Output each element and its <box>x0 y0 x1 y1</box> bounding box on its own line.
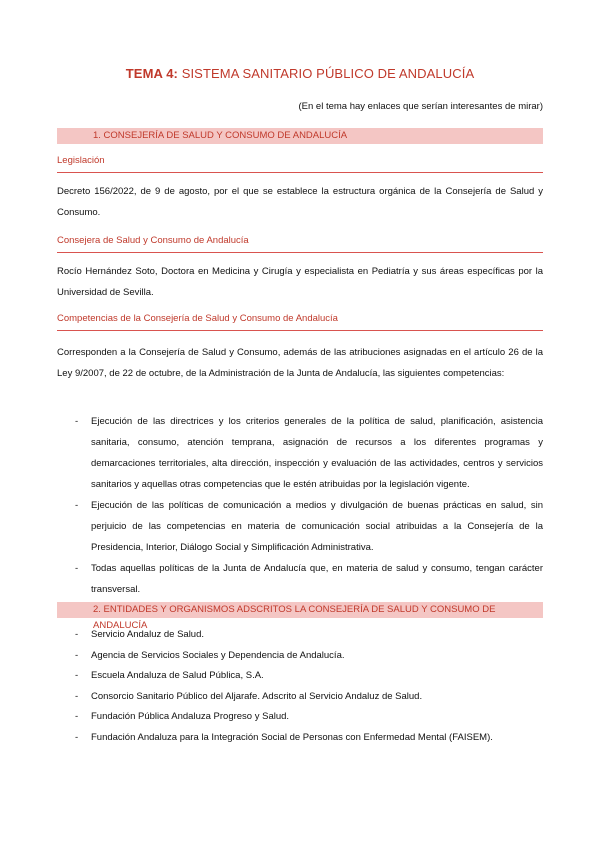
dash-marker: - <box>75 731 79 743</box>
list-item-text: Agencia de Servicios Sociales y Dependencia de Andalucía. <box>91 649 345 661</box>
dash-marker: - <box>75 629 79 640</box>
list-item-text: Escuela Andaluza de Salud Pública, S.A. <box>91 670 264 681</box>
section-1-heading <box>57 128 543 144</box>
competencias-heading: Competencias de la Consejería de Salud y Consumo de Andalucía <box>57 313 543 331</box>
legislacion-heading: Legislación <box>57 155 543 173</box>
dash-marker: - <box>75 416 79 427</box>
dash-marker: - <box>75 690 79 702</box>
competencias-list <box>57 411 543 600</box>
list-item <box>57 558 543 600</box>
dash-marker: - <box>75 563 79 574</box>
dash-marker: - <box>75 711 79 722</box>
competencias-intro: Corresponden a la Consejería de Salud y Consumo, además de las atribuciones asignadas en el artículo 26 de la Ley 9/2007, de 22 de octubre, de la Administración de la Junta de Andalucía, las siguientes competencias: <box>57 347 543 379</box>
title-text: SISTEMA SANITARIO PÚBLICO DE ANDALUCÍA <box>177 66 475 81</box>
entidades-list <box>57 625 543 748</box>
list-item <box>57 687 543 708</box>
list-item-text: Servicio Andaluz de Salud. <box>91 629 205 640</box>
list-item-text: Todas aquellas políticas de la Junta de Andalucía que, en materia de salud y consumo, tengan carácter transversal. <box>91 563 543 595</box>
title-prefix: TEMA 4: <box>125 66 178 81</box>
list-item <box>57 646 543 667</box>
list-item <box>57 707 543 728</box>
section-2-heading <box>57 602 543 631</box>
list-item-text: Fundación Andaluza para la Integración Social de Personas con Enfermedad Mental (FAISEM). <box>91 731 493 743</box>
dash-marker: - <box>75 670 79 681</box>
page-title <box>0 66 600 81</box>
dash-marker: - <box>75 649 79 661</box>
list-item-text: Ejecución de las directrices y los criterios generales de la política de salud, planificación, asistencia sanitaria, consumo, atención temprana, asignación de recursos a los diferentes programas y demarcaciones territoriales, alta dirección, inspección y evaluación de las actividades, centros y servicios sanitarios y aquellas otras competencias que le estén atribuidas por la legislación vigente. <box>91 416 543 490</box>
legislacion-text: Decreto 156/2022, de 9 de agosto, por el que se establece la estructura orgánica de la Consejería de Salud y Consumo. <box>57 186 543 218</box>
list-item <box>57 625 543 646</box>
list-item <box>57 666 543 687</box>
consejera-heading: Consejera de Salud y Consumo de Andalucía <box>57 235 543 253</box>
consejera-text: Rocío Hernández Soto, Doctora en Medicina y Cirugía y especialista en Pediatría y sus áreas específicas por la Universidad de Sevilla. <box>57 266 543 298</box>
list-item-text: Ejecución de las políticas de comunicación a medios y divulgación de buenas prácticas en salud, sin perjuicio de las competencias en materia de comunicación social atribuidas a la Consejería de la Presidencia, Interior, Diálogo Social y Simplificación Administrativa. <box>91 500 543 553</box>
list-item <box>57 411 543 495</box>
dash-marker: - <box>75 500 79 511</box>
list-item-text: Fundación Pública Andaluza Progreso y Salud. <box>91 711 290 722</box>
links-note: (En el tema hay enlaces que serían interesantes de mirar) <box>298 101 543 112</box>
list-item <box>57 728 543 749</box>
list-item-text: Consorcio Sanitario Público del Aljarafe. Adscrito al Servicio Andaluz de Salud. <box>91 690 423 702</box>
section-1-heading-text: 1. CONSEJERÍA DE SALUD Y CONSUMO DE ANDALUCÍA <box>93 130 348 141</box>
section-2-heading-text: 2. ENTIDADES Y ORGANISMOS ADSCRITOS LA CONSEJERÍA DE SALUD Y CONSUMO DE ANDALUCÍA <box>93 604 496 631</box>
list-item <box>57 495 543 558</box>
